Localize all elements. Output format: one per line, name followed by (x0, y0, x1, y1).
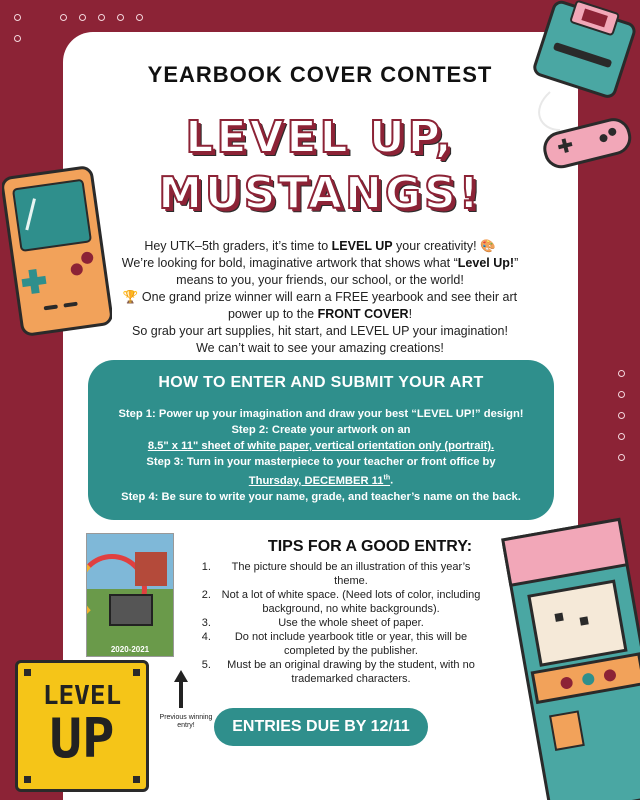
tips-list (192, 560, 484, 686)
decor-dots-top (60, 14, 143, 21)
previous-winner-caption: Previous winning entry! (159, 714, 213, 729)
contest-title: YEARBOOK COVER CONTEST (147, 62, 493, 87)
previous-winner-image (86, 533, 174, 657)
level-up-line-1: LEVEL (42, 681, 122, 711)
how-to-title: HOW TO ENTER AND SUBMIT YOUR ART (158, 374, 484, 391)
tip-item: 5. Must be an original drawing by the student, with no trademarked characters. (214, 658, 484, 686)
level-up-line-2: UP (49, 707, 115, 770)
winner-year-label: 2020-2021 (110, 645, 150, 654)
steps-list: Step 1: Power up your imagination and draw your best “LEVEL UP!” design! Step 2: Create your artwork on an 8.5" x 11" sheet of white paper, vertical orientation only (portrait). Step 3: Turn in your masterpiece to your teacher or front office by Thursday, DECEMBER 11th. Step 4: Be sure to write your name, grade, and teacher’s name on the back. (88, 406, 554, 505)
step-3-date: Thursday, DECEMBER 11 (248, 474, 384, 487)
headline-line-1: LEVEL UP, (185, 112, 455, 163)
step-2: Step 2: Create your artwork on an (231, 424, 411, 436)
handheld-console-icon (2, 166, 112, 336)
entries-due-badge: ENTRIES DUE BY 12/11 (214, 708, 428, 746)
decor-dots-left (14, 14, 21, 42)
arrow-up-icon (174, 670, 188, 708)
tip-item: 2. Not a lot of white space. (Need lots of color, including background, no white backgrounds). (214, 588, 484, 616)
tip-item: 3. Use the whole sheet of paper. (214, 616, 484, 630)
intro-text: Hey UTK–5th graders, it’s time to LEVEL UP your creativity! 🎨 We’re looking for bold, imaginative artwork that shows what “Level Up!” means to you, your friends, our school, or the world! 🏆 One grand prize winner will earn a FREE yearbook and see their art power up to the FRONT COVER! So grab your art supplies, hit start, and LEVEL UP your imagination! We can’t wait to see your amazing creations! (121, 239, 519, 355)
headline-line-2: MUSTANGS! (158, 168, 482, 219)
step-4: Step 4: Be sure to write your name, grade, and teacher’s name on the back. (121, 490, 521, 503)
step-3: Step 3: Turn in your masterpiece to your teacher or front office by (146, 456, 496, 468)
level-up-badge (15, 660, 149, 792)
decor-dots-right (618, 370, 625, 461)
step-1: Step 1: Power up your imagination and draw your best “LEVEL UP!” design! (118, 408, 524, 420)
tip-item: 1. The picture should be an illustration of this year’s theme. (214, 560, 484, 588)
how-to-enter-panel (88, 360, 554, 520)
tip-item: 4. Do not include yearbook title or year, this will be completed by the publisher. (214, 630, 484, 658)
step-2-detail: 8.5" x 11" sheet of white paper, vertical orientation only (portrait). (147, 440, 495, 452)
arcade-machine-icon (500, 516, 640, 800)
controller-icon (538, 112, 638, 172)
tips-title: TIPS FOR A GOOD ENTRY: (267, 538, 473, 555)
